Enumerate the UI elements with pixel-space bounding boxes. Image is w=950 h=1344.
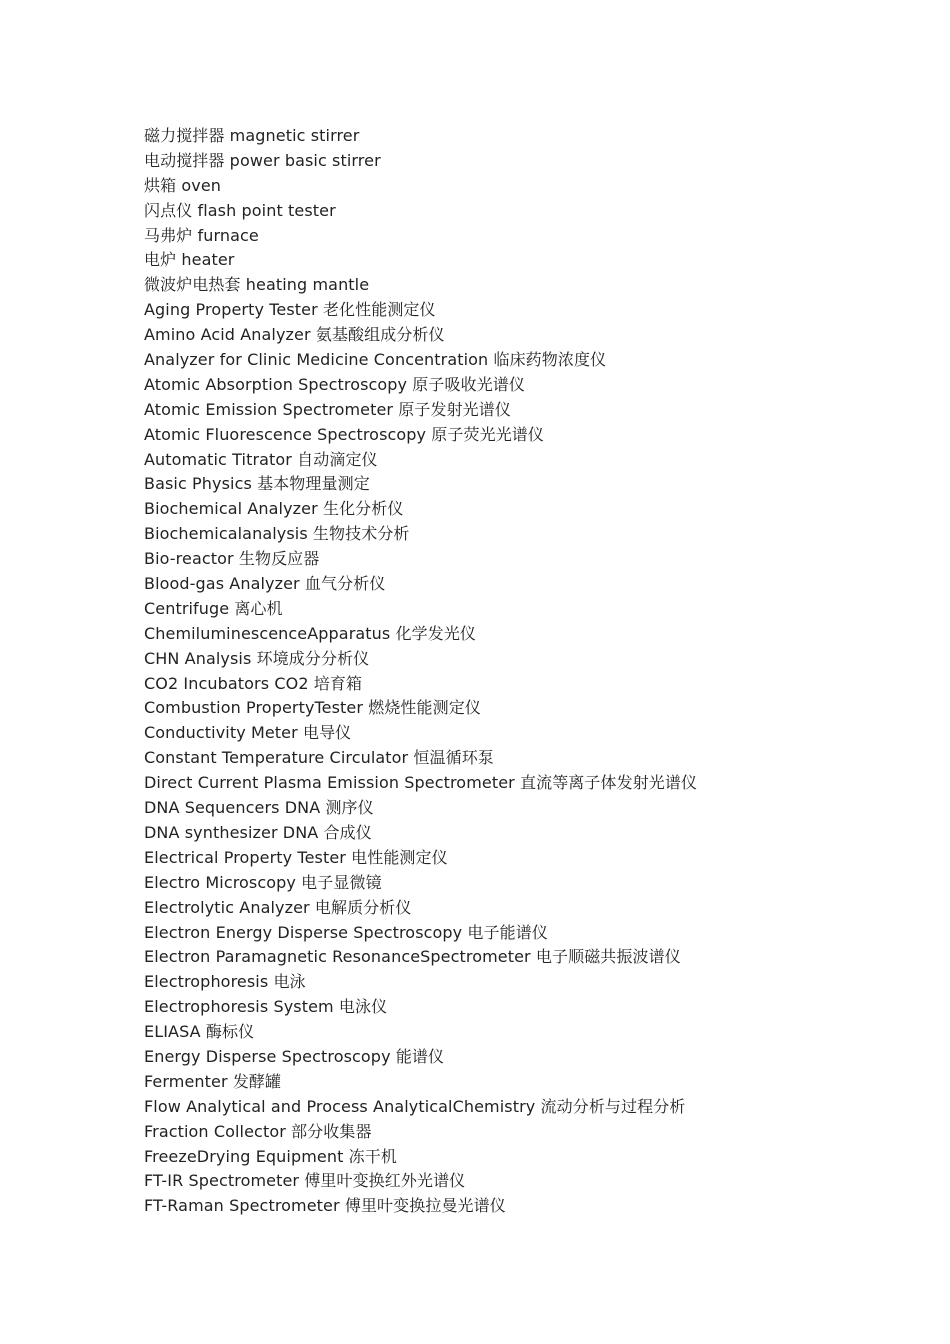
glossary-entry: Atomic Emission Spectrometer 原子发射光谱仪: [144, 399, 511, 419]
glossary-entry: CO2 Incubators CO2 培育箱: [144, 673, 363, 693]
glossary-entry: Electron Paramagnetic ResonanceSpectrometer 电子顺磁共振波谱仪: [144, 947, 681, 967]
glossary-entry: Combustion PropertyTester 燃烧性能测定仪: [144, 698, 481, 718]
glossary-entry: Automatic Titrator 自动滴定仪: [144, 449, 378, 469]
glossary-entry: FT-IR Spectrometer 傅里叶变换红外光谱仪: [144, 1171, 466, 1191]
glossary-entry: Amino Acid Analyzer 氨基酸组成分析仪: [144, 325, 445, 345]
glossary-entry: Centrifuge 离心机: [144, 598, 283, 618]
glossary-entry: Atomic Absorption Spectroscopy 原子吸收光谱仪: [144, 374, 526, 394]
glossary-entry: Electrolytic Analyzer 电解质分析仪: [144, 897, 412, 917]
glossary-entry: Atomic Fluorescence Spectroscopy 原子荧光光谱仪: [144, 424, 545, 444]
glossary-entry: 微波炉电热套 heating mantle: [144, 275, 370, 295]
glossary-entry: Biochemical Analyzer 生化分析仪: [144, 499, 404, 519]
glossary-entry: Fermenter 发酵罐: [144, 1071, 282, 1091]
glossary-entry: Electrophoresis System 电泳仪: [144, 997, 388, 1017]
glossary-entry: Electrical Property Tester 电性能测定仪: [144, 847, 448, 867]
glossary-entry: Basic Physics 基本物理量测定: [144, 474, 370, 494]
glossary-entry: 电炉 heater: [144, 250, 235, 270]
glossary-entry: Bio-reactor 生物反应器: [144, 549, 320, 569]
glossary-entry: DNA Sequencers DNA 测序仪: [144, 798, 374, 818]
glossary-entry: CHN Analysis 环境成分分析仪: [144, 648, 370, 668]
glossary-entry: 烘箱 oven: [144, 175, 222, 195]
glossary-entry: Aging Property Tester 老化性能测定仪: [144, 300, 436, 320]
glossary-entry: Blood-gas Analyzer 血气分析仪: [144, 574, 386, 594]
glossary-entry: 闪点仪 flash point tester: [144, 200, 336, 220]
glossary-entry: Direct Current Plasma Emission Spectrometer 直流等离子体发射光谱仪: [144, 773, 698, 793]
glossary-entry: Energy Disperse Spectroscopy 能谱仪: [144, 1046, 445, 1066]
glossary-entry: 磁力搅拌器 magnetic stirrer: [144, 126, 360, 145]
glossary-entry: Biochemicalanalysis 生物技术分析: [144, 524, 410, 544]
glossary-entry: 电动搅拌器 power basic stirrer: [144, 150, 381, 170]
glossary-entry: Fraction Collector 部分收集器: [144, 1121, 372, 1141]
glossary-entry: Flow Analytical and Process AnalyticalChemistry 流动分析与过程分析: [144, 1096, 686, 1116]
glossary-entry: ELIASA 酶标仪: [144, 1022, 255, 1042]
glossary-entry: 马弗炉 furnace: [144, 225, 259, 245]
glossary-entry: Constant Temperature Circulator 恒温循环泵: [144, 748, 494, 768]
glossary-entry: FT-Raman Spectrometer 傅里叶变换拉曼光谱仪: [144, 1196, 506, 1216]
glossary-entry: Analyzer for Clinic Medicine Concentration 临床药物浓度仪: [144, 350, 607, 370]
glossary-entry: ChemiluminescenceApparatus 化学发光仪: [144, 623, 477, 643]
glossary-entry: Electron Energy Disperse Spectroscopy 电子能谱仪: [144, 922, 548, 942]
glossary-entry: FreezeDrying Equipment 冻干机: [144, 1146, 397, 1166]
glossary-entry: Electro Microscopy 电子显微镜: [144, 872, 382, 892]
instrument-glossary-list: [144, 124, 697, 1219]
glossary-entry: Electrophoresis 电泳: [144, 972, 306, 992]
glossary-entry: Conductivity Meter 电导仪: [144, 723, 352, 743]
glossary-entry: DNA synthesizer DNA 合成仪: [144, 822, 372, 842]
